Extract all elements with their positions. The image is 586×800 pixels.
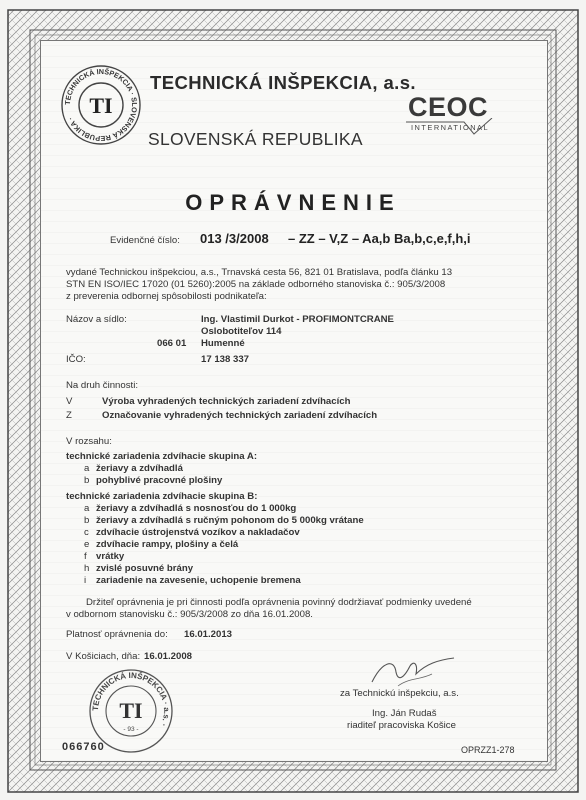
- scope-item: pohyblivé pracovné plošiny: [96, 475, 223, 486]
- ti-logo: [60, 64, 142, 146]
- logo-ring-text: TECHNICKÁ INŠPEKCIA · SLOVENSKÁ REPUBLIKA ·: [62, 66, 140, 144]
- obligation-line: v odbornom stanovisku č.: 905/3/2008 zo dňa 16.01.2008.: [66, 609, 313, 620]
- validity-date: 16.01.2013: [184, 629, 233, 640]
- evidence-code: – ZZ – V,Z – Aa,b Ba,b,c,e,f,h,i: [288, 231, 471, 246]
- holder-street: Oslobotiteľov 114: [201, 326, 282, 337]
- stamp-text: TI: [119, 698, 143, 723]
- evidence-label: Evidenčné číslo:: [110, 235, 180, 246]
- signature-for: za Technickú inšpekciu, a.s.: [340, 688, 459, 699]
- signatory-role: riaditeľ pracoviska Košice: [347, 720, 456, 731]
- ceoc-logo: CEOC: [408, 92, 489, 122]
- issued-line: z preverenia odbornej spôsobilosti podnikateľa:: [66, 291, 267, 302]
- scope-item: zdvíhacie rampy, plošiny a čelá: [96, 539, 239, 550]
- group-b-title: technické zariadenia zdvíhacie skupina B:: [66, 491, 258, 502]
- scope-item: žeriavy a zdvíhadlá s ručným pohonom do 5 000kg vrátane: [96, 515, 364, 526]
- holder-name: Ing. Vlastimil Durkot - PROFIMONTCRANE: [201, 314, 394, 325]
- place-date-label: V Košiciach, dňa:: [66, 651, 141, 662]
- obligation-line: Držiteľ oprávnenia je pri činnosti podľa oprávnenia povinný dodržiavať podmienky uvedené: [86, 597, 472, 608]
- document-title: OPRÁVNENIE: [185, 190, 401, 215]
- scope-letter: a: [84, 463, 90, 474]
- ico-label: IČO:: [66, 354, 86, 365]
- scope-letter: f: [84, 551, 87, 562]
- issued-line: vydané Technickou inšpekciou, a.s., Trnavská cesta 56, 821 01 Bratislava, podľa článku 13: [66, 267, 453, 278]
- form-code: OPRZZ1-278: [461, 745, 515, 755]
- stamp-ring-text: TECHNICKÁ INŠPEKCIA · a.s. ·: [90, 670, 172, 728]
- scope-letter: b: [84, 475, 90, 486]
- scope-item: zariadenie na zavesenie, uchopenie bremena: [96, 575, 301, 586]
- document-serial: 066760: [62, 741, 105, 753]
- scope-letter: b: [84, 515, 90, 526]
- scope-letter: e: [84, 539, 90, 550]
- holder-name-label: Názov a sídlo:: [66, 314, 127, 325]
- ico-value: 17 138 337: [201, 354, 250, 365]
- validity-label: Platnosť oprávnenia do:: [66, 629, 168, 640]
- country-name: SLOVENSKÁ REPUBLIKA: [148, 129, 363, 149]
- scope-item: vrátky: [96, 551, 125, 562]
- scope-item: zdvíhacie ústrojenstvá vozíkov a nakladačov: [96, 527, 300, 538]
- evidence-number: 013 /3/2008: [200, 231, 269, 246]
- place-date-value: 16.01.2008: [144, 651, 193, 662]
- activity-text: Výroba vyhradených technických zariadení zdvíhacích: [102, 396, 351, 407]
- scope-letter: c: [84, 527, 89, 538]
- activity-code: V: [66, 396, 73, 407]
- activity-code: Z: [66, 410, 72, 421]
- holder-postcode: 066 01: [157, 338, 187, 349]
- ceoc-sub: INTERNATIONAL: [411, 123, 490, 132]
- scope-letter: i: [84, 575, 87, 586]
- signatory-name: Ing. Ján Rudaš: [372, 708, 437, 719]
- scope-label: V rozsahu:: [66, 436, 112, 447]
- holder-city: Humenné: [201, 338, 245, 349]
- group-a-title: technické zariadenia zdvíhacie skupina A:: [66, 451, 258, 462]
- activities-label: Na druh činnosti:: [66, 380, 138, 391]
- activity-text: Označovanie vyhradených technických zariadení zdvíhacích: [102, 410, 378, 421]
- scope-letter: a: [84, 503, 90, 514]
- logo-text: TI: [89, 93, 113, 118]
- company-name: TECHNICKÁ INŠPEKCIA, a.s.: [150, 72, 416, 93]
- scope-item: žeriavy a zdvíhadlá s nosnosťou do 1 000kg: [96, 503, 297, 514]
- stamp-sub: - 93 -: [123, 726, 139, 733]
- scope-item: žeriavy a zdvíhadlá: [96, 463, 183, 474]
- scope-letter: h: [84, 563, 90, 574]
- signature: [368, 656, 458, 688]
- issued-line: STN EN ISO/IEC 17020 (01 5260):2005 na základe odborného stanoviska č.: 905/3/2008: [66, 279, 446, 290]
- scope-item: zvislé posuvné brány: [96, 563, 194, 574]
